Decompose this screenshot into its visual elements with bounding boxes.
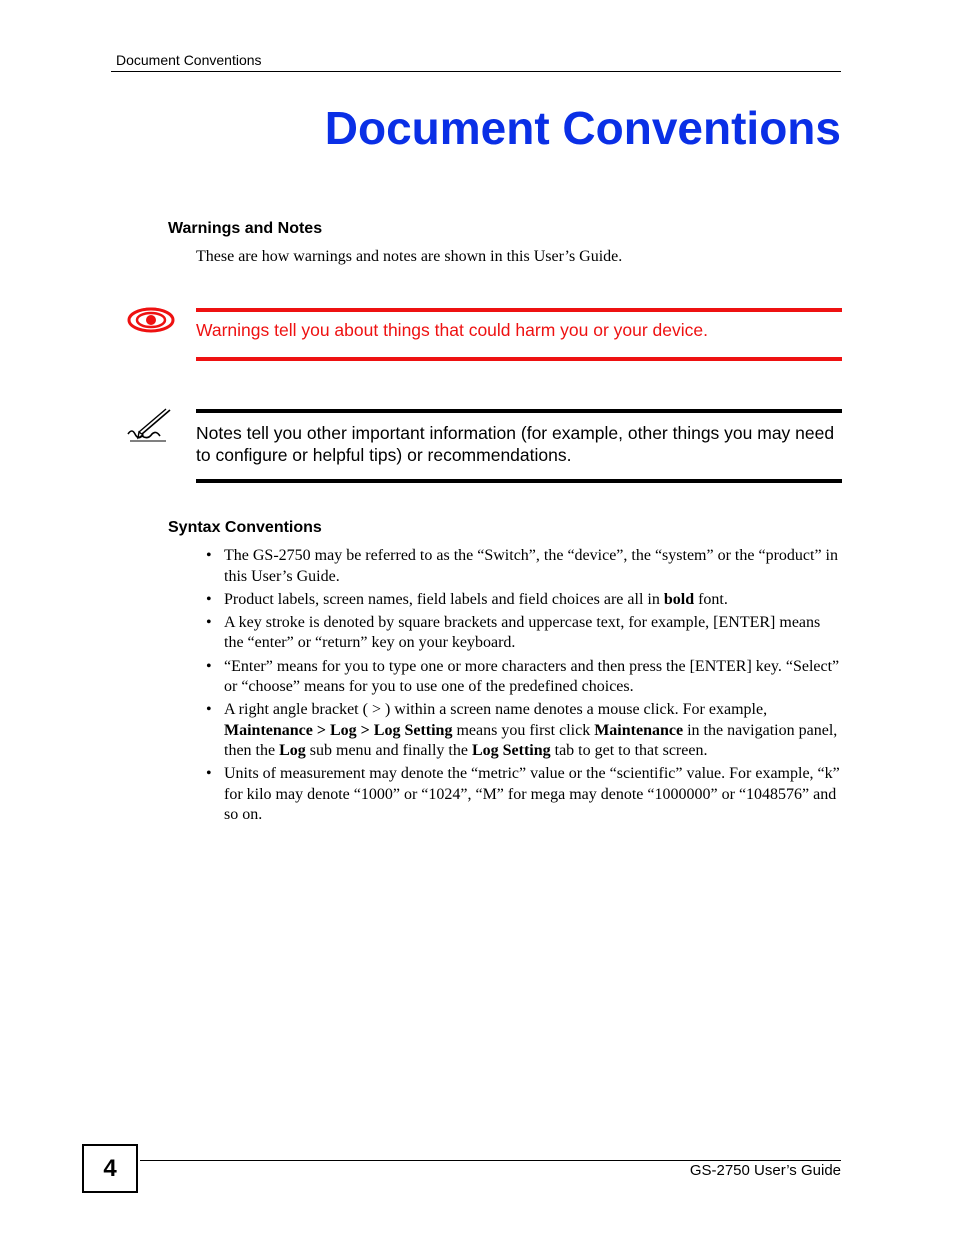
menu-path: Maintenance > Log > Log Setting xyxy=(224,721,453,739)
list-item xyxy=(196,700,842,762)
list-item-text-part: sub menu and finally the xyxy=(305,742,472,760)
warning-icon xyxy=(127,304,175,336)
list-item-text: A key stroke is denoted by square brackets and uppercase text, for example, [ENTER] means the “enter” or “return” key on your keyboard. xyxy=(224,613,821,652)
note-top-rule xyxy=(196,409,842,413)
list-item-text: Units of measurement may denote the “metric” value or the “scientific” value. For example, “k” for kilo may denote “1000” or “1024”, “M” for mega may denote “1000000” or “1048576” and so on. xyxy=(224,765,840,824)
list-item xyxy=(196,613,842,654)
bullet: • xyxy=(206,590,212,608)
submenu-name: Log xyxy=(279,742,306,760)
page-title: Document Conventions xyxy=(324,102,841,154)
list-item-text-part: Product labels, screen names, field labels and field choices are all in xyxy=(224,590,664,608)
list-item xyxy=(196,546,842,587)
running-header: Document Conventions xyxy=(116,52,262,68)
warning-text: Warnings tell you about things that could harm you or your device. xyxy=(196,320,708,340)
list-item-text-part: tab to get to that screen. xyxy=(550,742,708,760)
bullet: • xyxy=(206,701,212,719)
list-item xyxy=(196,590,842,611)
menu-name: Maintenance xyxy=(594,721,684,739)
list-item-text-part: in the navigation panel, then the xyxy=(224,721,838,760)
bullet: • xyxy=(206,765,212,783)
pen-writing-icon xyxy=(126,408,174,444)
note-text: Notes tell you other important information (for example, other things you may need to configure or helpful tips) or recommendations. xyxy=(196,423,835,465)
list-item-text: “Enter” means for you to type one or more characters and then press the [ENTER] key. “Select” or “choose” means for you to use one of the predefined choices. xyxy=(224,657,840,696)
list-item-text-part: A right angle bracket ( > ) within a screen name denotes a mouse click. For example, xyxy=(224,701,768,719)
list-item-text-part: means you first click xyxy=(452,721,595,739)
list-item xyxy=(196,657,842,698)
syntax-conventions-list xyxy=(196,546,842,829)
warning-bottom-rule xyxy=(196,357,842,361)
bullet: • xyxy=(206,547,212,564)
footer-rule xyxy=(140,1160,841,1161)
header-rule xyxy=(111,71,841,72)
bold-example: bold xyxy=(663,590,695,608)
note-bottom-rule xyxy=(196,479,842,483)
list-item-text-part: font. xyxy=(694,590,728,608)
bullet: • xyxy=(206,613,212,631)
tab-name: Log Setting xyxy=(471,742,551,760)
bullet: • xyxy=(206,657,212,675)
page-number-box xyxy=(82,1144,138,1193)
syntax-section-heading: Syntax Conventions xyxy=(168,519,322,536)
warnings-section-heading: Warnings and Notes xyxy=(168,220,323,237)
list-item xyxy=(196,764,842,826)
footer-guide-title: GS-2750 User’s Guide xyxy=(689,1162,841,1179)
list-item-text: The GS-2750 may be referred to as the “Switch”, the “device”, the “system” or the “product” in this User’s Guide. xyxy=(224,547,838,585)
warning-top-rule xyxy=(196,308,842,312)
page-number: 4 xyxy=(103,1154,117,1182)
warnings-intro-text: These are how warnings and notes are shown in this User’s Guide. xyxy=(196,248,623,265)
